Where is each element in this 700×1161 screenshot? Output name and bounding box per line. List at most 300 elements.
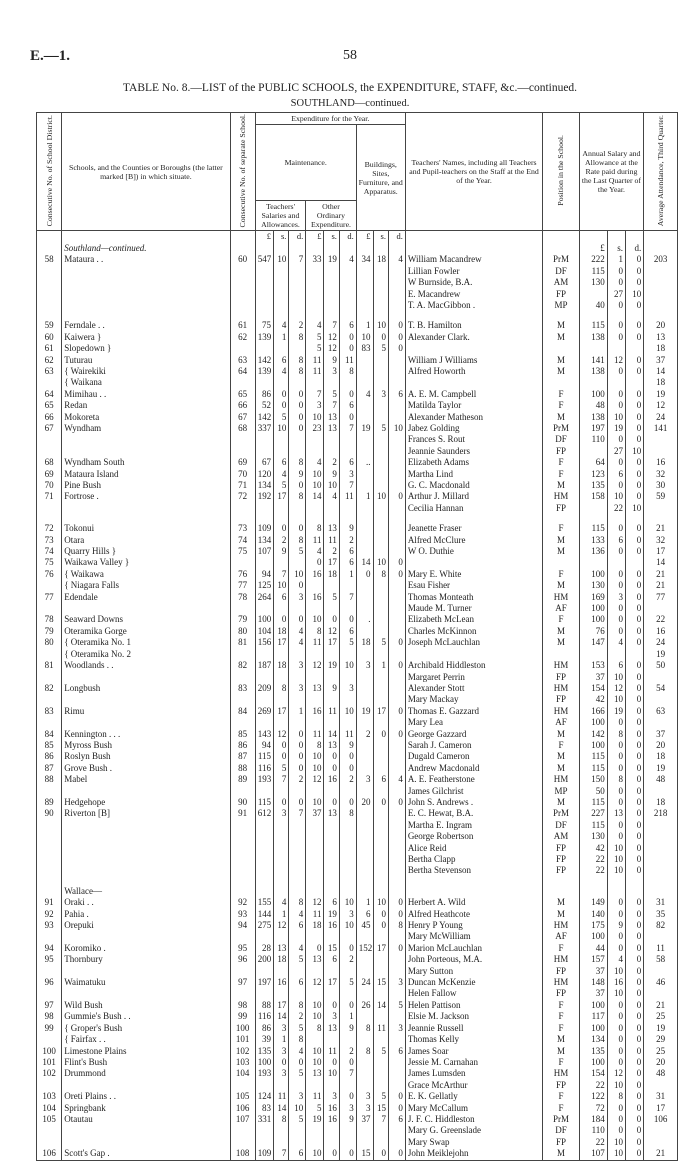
salary-pence: 0 [625, 909, 643, 920]
other-pence: 6 [339, 557, 356, 568]
teacher-name: Alexander Clark. [405, 332, 542, 343]
teacher-position: MP [543, 300, 579, 311]
salary-pounds: 115 [579, 797, 607, 808]
buildings-shillings: 0 [373, 1148, 388, 1160]
school-no [230, 820, 255, 831]
salary-shillings: 0 [607, 1011, 625, 1022]
header-teachers: Teachers' Names, including all Teachers and Pupil-teachers on the Staff at the End of the Year. [405, 113, 542, 231]
salary-pence: 0 [625, 480, 643, 491]
attendance [644, 786, 678, 797]
teacher-position: M [543, 751, 579, 762]
salaries-pence [289, 717, 306, 728]
attendance: 63 [644, 706, 678, 717]
buildings-pence [388, 751, 405, 762]
district-no: 92 [37, 909, 62, 920]
other-pounds: 12 [306, 897, 324, 908]
table-row [37, 569, 678, 580]
teacher-position: M [543, 637, 579, 648]
buildings-pence [388, 1125, 405, 1136]
salary-shillings: 0 [607, 1057, 625, 1068]
school-no [230, 503, 255, 514]
table-row [37, 909, 678, 920]
buildings-pounds [356, 514, 373, 534]
salary-shillings: 10 [607, 1148, 625, 1160]
salary-shillings: 0 [607, 546, 625, 557]
salary-pence: 0 [625, 614, 643, 625]
school-no: 77 [230, 580, 255, 591]
salary-pence: 0 [625, 389, 643, 400]
salaries-shillings: 4 [273, 366, 288, 377]
salaries-shillings: 6 [273, 457, 288, 468]
salaries-pounds: 264 [255, 592, 273, 603]
teacher-position: M [543, 763, 579, 774]
salaries-pounds: 275 [255, 920, 273, 931]
other-pence: 0 [339, 943, 356, 954]
other-shillings: 7 [324, 400, 339, 411]
district-no: 98 [37, 1011, 62, 1022]
school-name [62, 289, 230, 300]
salary-pence: 0 [625, 854, 643, 865]
buildings-pence [388, 740, 405, 751]
salaries-pence: 10 [289, 569, 306, 580]
buildings-pounds [356, 626, 373, 637]
other-shillings [324, 580, 339, 591]
district-no: 88 [37, 774, 62, 785]
buildings-pence: 6 [388, 1046, 405, 1057]
salaries-pounds: 94 [255, 569, 273, 580]
salary-pence: 0 [625, 400, 643, 411]
other-pounds [306, 434, 324, 445]
salary-pence: 0 [625, 1057, 643, 1068]
attendance [644, 1080, 678, 1091]
salary-shillings: 0 [607, 277, 625, 288]
salaries-pounds: 115 [255, 797, 273, 808]
salary-shillings: 12 [607, 683, 625, 694]
salary-pounds: 22 [579, 1080, 607, 1091]
attendance [644, 300, 678, 311]
salaries-shillings: 4 [273, 311, 288, 331]
salaries-shillings [273, 1080, 288, 1091]
salary-pence: 0 [625, 1125, 643, 1136]
district-no: 85 [37, 740, 62, 751]
buildings-shillings [373, 694, 388, 705]
attendance: 12 [644, 400, 678, 411]
buildings-pence [388, 820, 405, 831]
salary-shillings: 10 [607, 865, 625, 876]
other-shillings: 9 [324, 355, 339, 366]
salary-shillings: 0 [607, 943, 625, 954]
teacher-name: E. C. Hewat, B.A. [405, 808, 542, 819]
district-no: 77 [37, 592, 62, 603]
school-no [230, 434, 255, 445]
other-pounds [306, 843, 324, 854]
other-pounds: 10 [306, 1057, 324, 1068]
salaries-pence: 0 [289, 797, 306, 808]
buildings-pounds [356, 1057, 373, 1068]
school-name: Mataura . . [62, 254, 230, 265]
school-no [230, 603, 255, 614]
salaries-shillings [273, 877, 288, 897]
school-no: 84 [230, 706, 255, 717]
school-no: 60 [230, 254, 255, 265]
buildings-shillings: 15 [373, 977, 388, 988]
teacher-position: M [543, 897, 579, 908]
teacher-position: F [543, 943, 579, 954]
teacher-name: A. E. Featherstone [405, 774, 542, 785]
attendance: 13 [644, 332, 678, 343]
buildings-shillings [373, 1125, 388, 1136]
school-name: Longbush [62, 683, 230, 694]
buildings-pounds [356, 603, 373, 614]
salaries-pounds [255, 1080, 273, 1091]
district-no: 62 [37, 355, 62, 366]
table-subcaption: SOUTHLAND—continued. [290, 98, 410, 109]
other-pounds [306, 277, 324, 288]
table-row [37, 706, 678, 717]
other-pounds: 8 [306, 1023, 324, 1034]
buildings-shillings [373, 400, 388, 411]
other-pence: 10 [339, 897, 356, 908]
other-pence: 11 [339, 491, 356, 502]
attendance: 218 [644, 808, 678, 819]
school-name [62, 694, 230, 705]
school-no: 103 [230, 1057, 255, 1068]
district-no: 63 [37, 366, 62, 377]
salaries-pounds [255, 377, 273, 388]
other-pounds [306, 717, 324, 728]
other-pence: 5 [339, 637, 356, 648]
teacher-name: Thomas Monteath [405, 592, 542, 603]
other-pounds: 16 [306, 592, 324, 603]
district-no: 83 [37, 706, 62, 717]
school-no: 63 [230, 355, 255, 366]
salary-pounds: 110 [579, 434, 607, 445]
salaries-pence: 0 [289, 729, 306, 740]
table-row [37, 243, 678, 254]
salary-pence: 0 [625, 300, 643, 311]
attendance: 141 [644, 423, 678, 434]
other-pounds [306, 243, 324, 254]
salaries-pounds: 193 [255, 1068, 273, 1079]
salary-shillings: 19 [607, 423, 625, 434]
other-pounds: 10 [306, 1000, 324, 1011]
district-no [37, 672, 62, 683]
district-no: 103 [37, 1091, 62, 1102]
salary-pence: 0 [625, 266, 643, 277]
teacher-name: Archibald Hiddleston [405, 660, 542, 671]
salary-shillings: 27 [607, 446, 625, 457]
other-pounds: 7 [306, 389, 324, 400]
other-shillings: 13 [324, 808, 339, 819]
other-shillings: 9 [324, 469, 339, 480]
buildings-shillings [373, 1034, 388, 1045]
other-pence: 2 [339, 1046, 356, 1057]
salary-shillings: s. [607, 243, 625, 254]
buildings-pence [388, 626, 405, 637]
teacher-name: Alice Reid [405, 843, 542, 854]
table-row [37, 557, 678, 568]
salaries-pounds: 269 [255, 706, 273, 717]
attendance [644, 289, 678, 300]
attendance: 16 [644, 457, 678, 468]
buildings-pounds: . [356, 614, 373, 625]
school-name: Edendale [62, 592, 230, 603]
salaries-pounds: 67 [255, 457, 273, 468]
salaries-pounds [255, 277, 273, 288]
salaries-shillings: 6 [273, 592, 288, 603]
salaries-pounds: 94 [255, 740, 273, 751]
district-no: 74 [37, 546, 62, 557]
salary-pence: 0 [625, 366, 643, 377]
other-shillings [324, 717, 339, 728]
salary-pence: 0 [625, 457, 643, 468]
salary-pounds: 100 [579, 603, 607, 614]
district-no: 95 [37, 954, 62, 965]
buildings-pounds: 8 [356, 1046, 373, 1057]
buildings-pounds [356, 966, 373, 977]
school-no: 90 [230, 797, 255, 808]
salaries-shillings [273, 843, 288, 854]
salaries-pounds: 135 [255, 1046, 273, 1057]
teacher-name: William Macandrew [405, 254, 542, 265]
other-shillings [324, 1125, 339, 1136]
buildings-pence [388, 988, 405, 999]
school-name: Orepuki [62, 920, 230, 931]
salaries-shillings: 16 [273, 977, 288, 988]
school-name: Kennington . . . [62, 729, 230, 740]
district-no [37, 1137, 62, 1148]
district-no: 59 [37, 311, 62, 331]
salaries-pounds [255, 289, 273, 300]
school-no [230, 377, 255, 388]
school-no: 78 [230, 592, 255, 603]
buildings-pence [388, 603, 405, 614]
teacher-position: F [543, 1057, 579, 1068]
school-name [62, 966, 230, 977]
buildings-shillings: 5 [373, 1046, 388, 1057]
other-pence: 0 [339, 614, 356, 625]
teacher-position: F [543, 514, 579, 534]
school-name: Springbank [62, 1103, 230, 1114]
salaries-shillings: 6 [273, 355, 288, 366]
salaries-pounds [255, 865, 273, 876]
school-name: Rimu [62, 706, 230, 717]
teacher-position: AM [543, 277, 579, 288]
salaries-pounds [255, 603, 273, 614]
other-shillings: 19 [324, 254, 339, 265]
teacher-position: M [543, 480, 579, 491]
teacher-name: Cecilia Hannan [405, 503, 542, 514]
buildings-pounds: 1 [356, 491, 373, 502]
salaries-pounds [255, 672, 273, 683]
other-shillings [324, 289, 339, 300]
salaries-pence: 4 [289, 626, 306, 637]
salary-pence: 0 [625, 660, 643, 671]
school-no: 86 [230, 740, 255, 751]
buildings-pence: 0 [388, 797, 405, 808]
other-shillings [324, 854, 339, 865]
district-no [37, 503, 62, 514]
salary-pence: 0 [625, 843, 643, 854]
salaries-shillings [273, 503, 288, 514]
teacher-name: Arthur J. Millard [405, 491, 542, 502]
salary-shillings: 10 [607, 694, 625, 705]
teacher-name: John Meiklejohn [405, 1148, 542, 1160]
district-no: 72 [37, 514, 62, 534]
attendance: 18 [644, 343, 678, 354]
buildings-pence [388, 1034, 405, 1045]
buildings-pence: 3 [388, 1023, 405, 1034]
salaries-pounds: 107 [255, 546, 273, 557]
table-row [37, 740, 678, 751]
teacher-position: FP [543, 289, 579, 300]
teacher-name: John S. Andrews . [405, 797, 542, 808]
salaries-shillings: 3 [273, 808, 288, 819]
salary-pence: 0 [625, 603, 643, 614]
table-row [37, 1034, 678, 1045]
other-pounds: 8 [306, 626, 324, 637]
district-no [37, 603, 62, 614]
salary-shillings: 0 [607, 717, 625, 728]
salary-pounds: 72 [579, 1103, 607, 1114]
other-shillings: 0 [324, 1000, 339, 1011]
buildings-shillings [373, 1011, 388, 1022]
salary-pounds: 222 [579, 254, 607, 265]
salaries-pounds [255, 1125, 273, 1136]
teacher-name: A. E. M. Campbell [405, 389, 542, 400]
attendance: 32 [644, 535, 678, 546]
buildings-pounds: 26 [356, 1000, 373, 1011]
district-no [37, 877, 62, 897]
school-no [230, 988, 255, 999]
school-name: Slopedown } [62, 343, 230, 354]
salary-pounds: 100 [579, 1000, 607, 1011]
salaries-shillings: 0 [273, 797, 288, 808]
other-pounds: 10 [306, 469, 324, 480]
salary-pence: 0 [625, 1103, 643, 1114]
buildings-shillings [373, 1137, 388, 1148]
teacher-position: AF [543, 603, 579, 614]
buildings-shillings: 10 [373, 557, 388, 568]
other-shillings: 16 [324, 1103, 339, 1114]
salary-pence: 0 [625, 434, 643, 445]
teacher-position: F [543, 1023, 579, 1034]
buildings-shillings [373, 831, 388, 842]
salary-pounds: 130 [579, 277, 607, 288]
salary-pence: 0 [625, 865, 643, 876]
buildings-shillings [373, 434, 388, 445]
salaries-pounds [255, 786, 273, 797]
school-name: Wyndham South [62, 457, 230, 468]
school-no [230, 786, 255, 797]
salary-shillings: 0 [607, 797, 625, 808]
salaries-pence [289, 831, 306, 842]
attendance: 58 [644, 954, 678, 965]
school-no [230, 1125, 255, 1136]
district-no: 61 [37, 343, 62, 354]
table-row [37, 774, 678, 785]
school-name [62, 503, 230, 514]
teacher-position: F [543, 569, 579, 580]
attendance: 17 [644, 1103, 678, 1114]
buildings-pence: 6 [388, 1114, 405, 1125]
salaries-shillings [273, 931, 288, 942]
salary-pounds: 50 [579, 786, 607, 797]
table-row [37, 400, 678, 411]
school-name: { Waikawa [62, 569, 230, 580]
buildings-pounds: 0 [356, 569, 373, 580]
teacher-position: M [543, 729, 579, 740]
salary-shillings: 12 [607, 1068, 625, 1079]
salaries-shillings [273, 243, 288, 254]
salary-shillings: 0 [607, 931, 625, 942]
other-pence [339, 865, 356, 876]
salaries-pounds [255, 877, 273, 897]
school-no: 99 [230, 1011, 255, 1022]
table-row [37, 277, 678, 288]
teacher-name: T. B. Hamilton [405, 311, 542, 331]
buildings-shillings [373, 854, 388, 865]
salaries-pounds: 116 [255, 1011, 273, 1022]
salaries-shillings: 1 [273, 332, 288, 343]
district-no [37, 988, 62, 999]
salaries-shillings: 1 [273, 1034, 288, 1045]
table-row [37, 786, 678, 797]
buildings-pence: 5 [388, 1000, 405, 1011]
other-pounds: 23 [306, 423, 324, 434]
salary-pence: 0 [625, 820, 643, 831]
other-pence: 9 [339, 1023, 356, 1034]
teacher-name: George Gazzard [405, 729, 542, 740]
attendance: 48 [644, 774, 678, 785]
salary-shillings: 0 [607, 389, 625, 400]
salaries-pounds: 139 [255, 366, 273, 377]
other-pounds [306, 1137, 324, 1148]
attendance [644, 865, 678, 876]
buildings-pounds [356, 412, 373, 423]
teacher-position: MP [543, 786, 579, 797]
buildings-pence [388, 672, 405, 683]
school-no [230, 557, 255, 568]
school-name [62, 988, 230, 999]
other-pence [339, 1137, 356, 1148]
school-no: 95 [230, 943, 255, 954]
school-no: 102 [230, 1046, 255, 1057]
buildings-shillings [373, 966, 388, 977]
salaries-shillings: 10 [273, 254, 288, 265]
salaries-pounds [255, 266, 273, 277]
teacher-name: Mary McCallum [405, 1103, 542, 1114]
salary-shillings: 0 [607, 266, 625, 277]
salary-shillings: 0 [607, 514, 625, 534]
teacher-position: F [543, 614, 579, 625]
district-no: 86 [37, 751, 62, 762]
teacher-name: Margaret Perrin [405, 672, 542, 683]
salaries-pence [289, 672, 306, 683]
table-row [37, 966, 678, 977]
attendance [644, 603, 678, 614]
district-no: 101 [37, 1057, 62, 1068]
teacher-position: FP [543, 672, 579, 683]
salary-shillings: 0 [607, 480, 625, 491]
teacher-name: Marion McLauchlan [405, 943, 542, 954]
buildings-shillings [373, 649, 388, 660]
other-pounds: 13 [306, 954, 324, 965]
salaries-pence: 5 [289, 1023, 306, 1034]
school-name [62, 434, 230, 445]
salary-shillings: 0 [607, 740, 625, 751]
buildings-pence [388, 400, 405, 411]
